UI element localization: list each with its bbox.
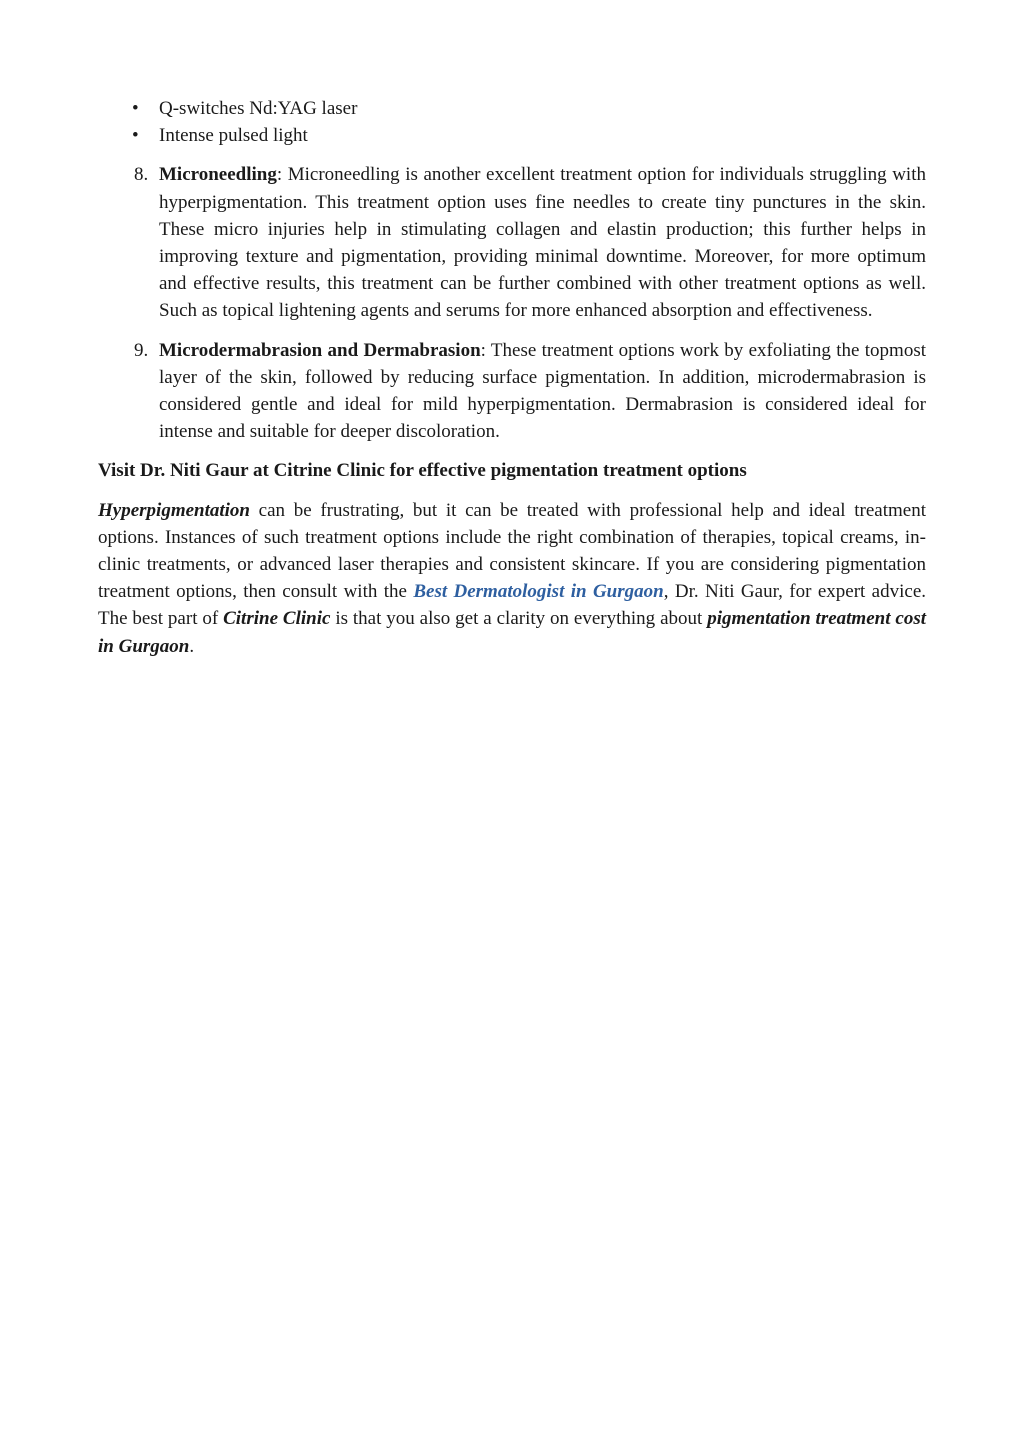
- bullet-list: [98, 95, 926, 149]
- list-item-microdermabrasion: [98, 337, 926, 446]
- paragraph-text: .: [189, 635, 195, 657]
- list-item: [98, 122, 926, 149]
- paragraph-text: can be frustrating, but it can be treated with professional help and ideal treatment options. Instances of such treatment options include the right combination of therapies, topical creams, in-clinic treatments, or advanced laser therapies and consistent skincare. If you are considering pigmentation treatment options, then consult with the: [98, 499, 926, 603]
- bullet-icon: •: [132, 98, 139, 119]
- clinic-name: Citrine Clinic: [223, 608, 331, 630]
- item-description: : These treatment options work by exfoliating the topmost layer of the skin, followed by reducing surface pigmentation. In addition, microdermabrasion is considered gentle and ideal for mild hyperpigmentation. Dermabrasion is considered ideal for intense and suitable for deeper discoloration.: [159, 339, 927, 443]
- term-microneedling: Microneedling: [159, 164, 277, 186]
- section-heading: Visit Dr. Niti Gaur at Citrine Clinic for effective pigmentation treatment options: [98, 460, 747, 482]
- numbered-list: [98, 161, 926, 445]
- term-microdermabrasion: Microdermabrasion and Dermabrasion: [159, 339, 481, 361]
- lead-term: Hyperpigmentation: [98, 499, 250, 521]
- paragraph-text: , Dr. Niti Gaur, for expert advice. The best part of: [98, 581, 927, 630]
- bullet-text: Intense pulsed light: [159, 125, 308, 147]
- dermatologist-link[interactable]: Best Dermatologist in Gurgaon: [413, 581, 664, 603]
- list-item-microneedling: [98, 161, 926, 324]
- list-number: 8.: [134, 164, 149, 186]
- closing-paragraph: [98, 497, 926, 660]
- list-number: 9.: [134, 339, 149, 361]
- bullet-icon: •: [132, 125, 139, 147]
- item-description: : Microneedling is another excellent treatment option for individuals struggling with hyperpigmentation. This treatment option uses fine needles to create tiny punctures in the skin. These micro injuries help in stimulating collagen and elastin production; this further helps in improving texture and pigmentation, providing minimal downtime. Moreover, for more optimum and effective results, this treatment can be further combined with other treatment options as well. Such as topical lightening agents and serums for more enhanced absorption and effectiveness.: [159, 164, 926, 322]
- document-page: [98, 95, 926, 660]
- bullet-text: Q-switches Nd:YAG laser: [159, 98, 358, 119]
- cost-phrase: pigmentation treatment cost in Gurgaon: [98, 608, 926, 657]
- list-item: [98, 95, 926, 122]
- paragraph-text: is that you also get a clarity on everything about: [330, 608, 708, 630]
